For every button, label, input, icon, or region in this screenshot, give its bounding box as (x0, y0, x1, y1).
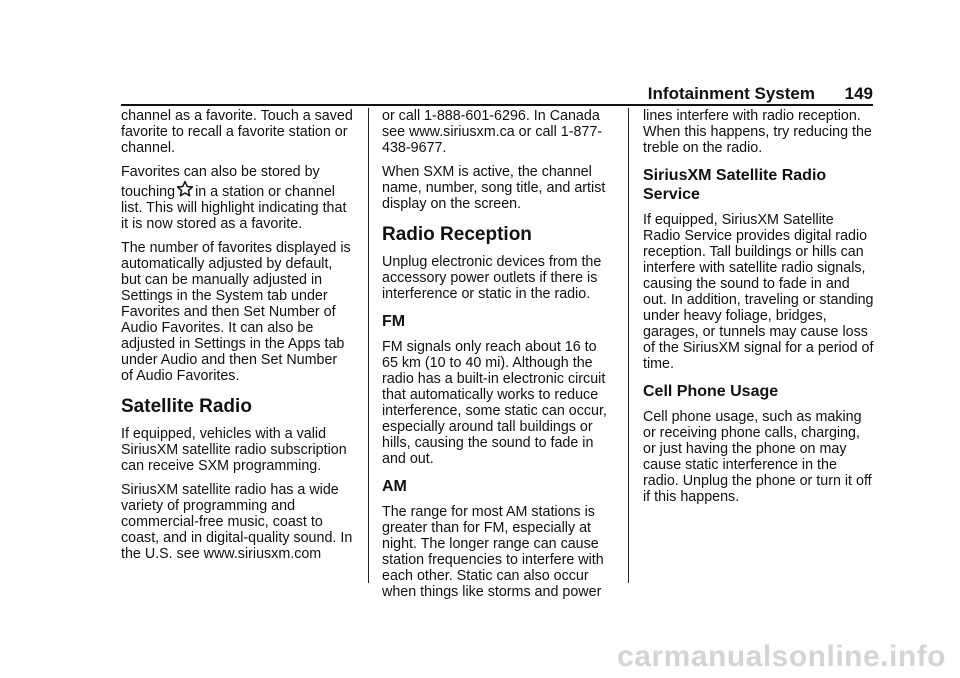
paragraph: FM signals only reach about 16 to 65 km (10 to 40 mi). Although the radio has a built-in electronic circuit that automatically works to reduce interference, some static can occur, especially around tall buildings or hills, causing the sound to fade in and out. (382, 339, 607, 467)
paragraph: If equipped, SiriusXM Satellite Radio Service provides digital radio reception. Tall buildings or hills can interfere with satellite radio signals, causing the sound to fade in and out. In addition, traveling or standing under heavy foliage, bridges, garages, or tunnels may cause loss of the SiriusXM signal for a period of time. (643, 212, 874, 372)
heading-radio-reception: Radio Reception (382, 224, 532, 245)
heading-siriusxm-service: SiriusXM Satellite Radio Service (643, 167, 827, 203)
header-rule (121, 104, 873, 106)
paragraph-text: Favorites can also be stored by touching (121, 164, 320, 200)
section-title: Infotainment System (647, 84, 815, 103)
page-header (121, 80, 873, 106)
paragraph-text: in a station or channel list. This will highlight indicating that it is now stored as a favorite. (121, 184, 347, 232)
paragraph: or call 1-888-601-6296. In Canada see www.siriusxm.ca or call 1-877-438-9677. (382, 108, 603, 156)
paragraph: Cell phone usage, such as making or receiving phone calls, charging, or just having the phone on may cause static interference in the radio. Unplug the phone or turn it off if this happens. (643, 409, 872, 505)
page-number: 149 (844, 84, 873, 103)
paragraph: When SXM is active, the channel name, number, song title, and artist display on the screen. (382, 164, 606, 212)
heading-fm: FM (382, 313, 406, 330)
heading-cell-phone-usage: Cell Phone Usage (643, 383, 779, 400)
column-2 (382, 108, 614, 608)
paragraph: If equipped, vehicles with a valid SiriusXM satellite radio subscription can receive SXM programming. (121, 426, 347, 474)
paragraph: SiriusXM satellite radio has a wide variety of programming and commercial-free music, coast to coast, and in digital-quality sound. In the U.S. see www.siriusxm.com (121, 482, 353, 562)
column-divider-2 (628, 108, 629, 583)
heading-satellite-radio: Satellite Radio (121, 396, 252, 417)
paragraph: channel as a favorite. Touch a saved favorite to recall a favorite station or channel. (121, 108, 353, 156)
paragraph: The range for most AM stations is greater than for FM, especially at night. The longer range can cause station frequencies to interfere with each other. Static can also occur when things like storms and power (382, 504, 604, 600)
paragraph: Unplug electronic devices from the accessory power outlets if there is interference or static in the radio. (382, 254, 602, 302)
column-1 (121, 108, 353, 570)
heading-am: AM (382, 478, 407, 495)
watermark: carmanualsonline.info (617, 640, 946, 673)
paragraph: The number of favorites displayed is automatically adjusted by default, but can be manually adjusted in Settings in the System tab under Favorites and then Set Number of Audio Favorites. It can also be adjusted in Settings in the Apps tab under Audio and then Set Number of Audio Favorites. (121, 240, 351, 384)
star-outline-icon (176, 180, 194, 198)
paragraph-with-icon (121, 164, 353, 232)
column-3 (643, 108, 875, 513)
paragraph: lines interfere with radio reception. When this happens, try reducing the treble on the radio. (643, 108, 872, 156)
column-divider-1 (368, 108, 369, 583)
